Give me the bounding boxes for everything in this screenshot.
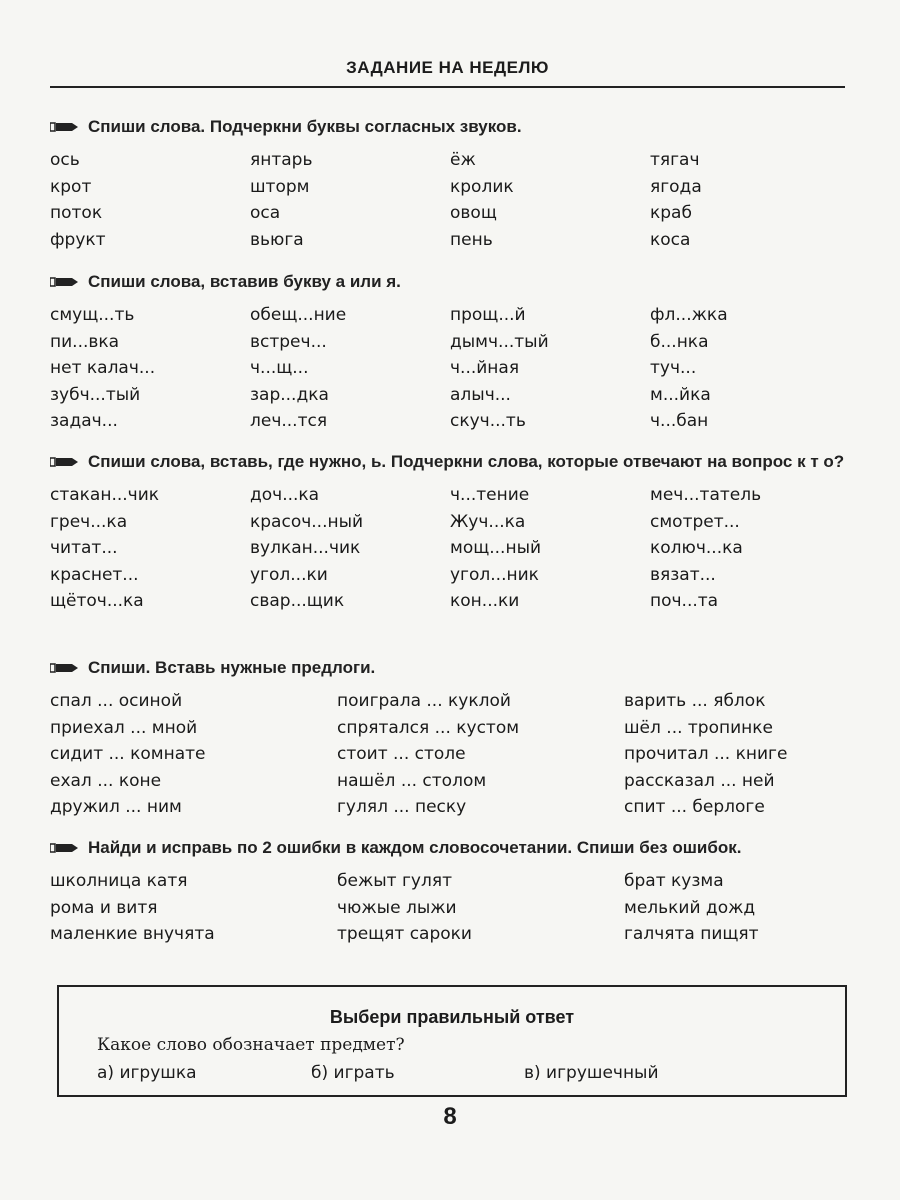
word: краб — [650, 203, 692, 223]
phrase: брат кузма — [624, 871, 724, 891]
task-instruction: Спиши. Вставь нужные предлоги. — [50, 656, 848, 680]
task-instruction: Спиши слова, вставив букву а или я. — [50, 270, 848, 294]
pencil-icon — [50, 456, 78, 468]
word-grid — [50, 302, 848, 435]
task-1 — [50, 115, 848, 253]
phrase: стоит ... столе — [337, 744, 466, 764]
quiz-option-b[interactable]: б) играть — [311, 1063, 395, 1083]
word: кон...ки — [450, 591, 520, 611]
word: ось — [50, 150, 80, 170]
word: скуч...ть — [450, 411, 526, 431]
word: зар...дка — [250, 384, 329, 405]
word: ягода — [650, 176, 702, 197]
task-instruction: Спиши слова, вставь, где нужно, ь. Подчеркни слова, которые отвечают на вопрос к т о? — [50, 450, 848, 474]
word: оса — [250, 203, 281, 223]
phrase: мелький дожд — [624, 897, 756, 918]
word: прощ...й — [450, 305, 526, 325]
phrase: приехал ... мной — [50, 717, 198, 738]
phrase: нашёл ... столом — [337, 770, 487, 791]
word: алыч... — [450, 384, 511, 405]
phrase: гулял ... песку — [337, 797, 467, 817]
page-number: 8 — [443, 1103, 457, 1130]
task-instruction: Найди и исправь по 2 ошибки в каждом словосочетании. Спиши без ошибок. — [50, 836, 848, 860]
word: ч...йная — [450, 358, 520, 378]
word: м...йка — [650, 384, 711, 405]
quiz-title: Выбери правильный ответ — [329, 1007, 575, 1027]
header-divider — [50, 86, 845, 88]
word: овощ — [450, 203, 497, 223]
phrase: прочитал ... книге — [624, 744, 788, 764]
word: коса — [650, 229, 691, 250]
phrase: бежыт гулят — [337, 871, 452, 891]
word-grid — [50, 482, 848, 615]
phrase: варить ... яблок — [624, 691, 766, 711]
word: угол...ник — [450, 564, 539, 585]
word: краснет... — [50, 564, 139, 585]
word: смотрет... — [650, 511, 740, 532]
phrase: маленкие внучята — [50, 924, 215, 944]
word: вязат... — [650, 564, 716, 585]
phrase-grid — [50, 868, 848, 948]
phrase: дружил ... ним — [50, 797, 182, 817]
word: пи...вка — [50, 331, 120, 352]
task-4 — [50, 656, 848, 821]
word: встреч... — [250, 331, 327, 352]
phrase-grid — [50, 688, 848, 821]
word: греч...ка — [50, 511, 128, 532]
word: ч...щ... — [250, 358, 309, 378]
phrase: спрятался ... кустом — [337, 717, 520, 738]
word: поч...та — [650, 591, 719, 611]
page-header: ЗАДАНИЕ НА НЕДЕЛЮ — [346, 58, 549, 77]
quiz-option-c[interactable]: в) игрушечный — [524, 1063, 659, 1083]
task-5 — [50, 836, 848, 948]
word: доч...ка — [250, 485, 320, 505]
phrase: трещят сароки — [337, 924, 472, 944]
word: вулкан...чик — [250, 538, 361, 558]
phrase: рассказал ... ней — [624, 770, 775, 791]
word: мощ...ный — [450, 538, 542, 558]
word: стакан...чик — [50, 485, 160, 505]
word: Жуч...ка — [450, 511, 526, 532]
word: колюч...ка — [650, 538, 743, 558]
word: ч...бан — [650, 411, 709, 431]
word: ч...тение — [450, 485, 530, 505]
word: фл...жка — [650, 305, 728, 325]
word: угол...ки — [250, 564, 328, 585]
task-3 — [50, 450, 848, 615]
word: щёточ...ка — [50, 591, 144, 611]
phrase: галчята пищят — [624, 924, 759, 944]
phrase: ехал ... коне — [50, 770, 162, 791]
word: крот — [50, 176, 92, 197]
quiz-box — [57, 985, 847, 1097]
word: читат... — [50, 538, 118, 558]
word: свар...щик — [250, 591, 345, 611]
phrase: шёл ... тропинке — [624, 717, 773, 738]
word: дымч...тый — [450, 331, 549, 352]
phrase: спит ... берлоге — [624, 797, 765, 817]
word: смущ...ть — [50, 305, 135, 325]
word: туч... — [650, 358, 697, 378]
word: тягач — [650, 150, 700, 170]
phrase: школница катя — [50, 871, 188, 891]
word: шторм — [250, 176, 310, 197]
task-instruction: Спиши слова. Подчеркни буквы согласных звуков. — [50, 115, 848, 139]
word-grid — [50, 147, 848, 253]
pencil-icon — [50, 276, 78, 288]
quiz-option-a[interactable]: а) игрушка — [97, 1063, 197, 1083]
word: красоч...ный — [250, 511, 364, 532]
phrase: спал ... осиной — [50, 691, 183, 711]
word: ёж — [450, 150, 476, 170]
pencil-icon — [50, 842, 78, 854]
phrase: рома и витя — [50, 897, 158, 918]
word: нет калач... — [50, 358, 156, 378]
word: вьюга — [250, 229, 304, 250]
task-2 — [50, 270, 848, 435]
word: поток — [50, 203, 103, 223]
word: б...нка — [650, 331, 709, 352]
pencil-icon — [50, 121, 78, 133]
word: леч...тся — [250, 411, 328, 431]
phrase: чюжые лыжи — [337, 897, 457, 918]
word: кролик — [450, 176, 514, 197]
phrase: поиграла ... куклой — [337, 691, 511, 711]
pencil-icon — [50, 662, 78, 674]
phrase: сидит ... комнате — [50, 744, 206, 764]
word: задач... — [50, 411, 118, 431]
word: пень — [450, 229, 493, 250]
word: янтарь — [250, 150, 313, 170]
word: меч...татель — [650, 485, 762, 505]
word: зубч...тый — [50, 384, 141, 405]
word: обещ...ние — [250, 305, 347, 325]
word: фрукт — [50, 229, 106, 250]
quiz-question: Какое слово обозначает предмет? — [97, 1035, 405, 1055]
